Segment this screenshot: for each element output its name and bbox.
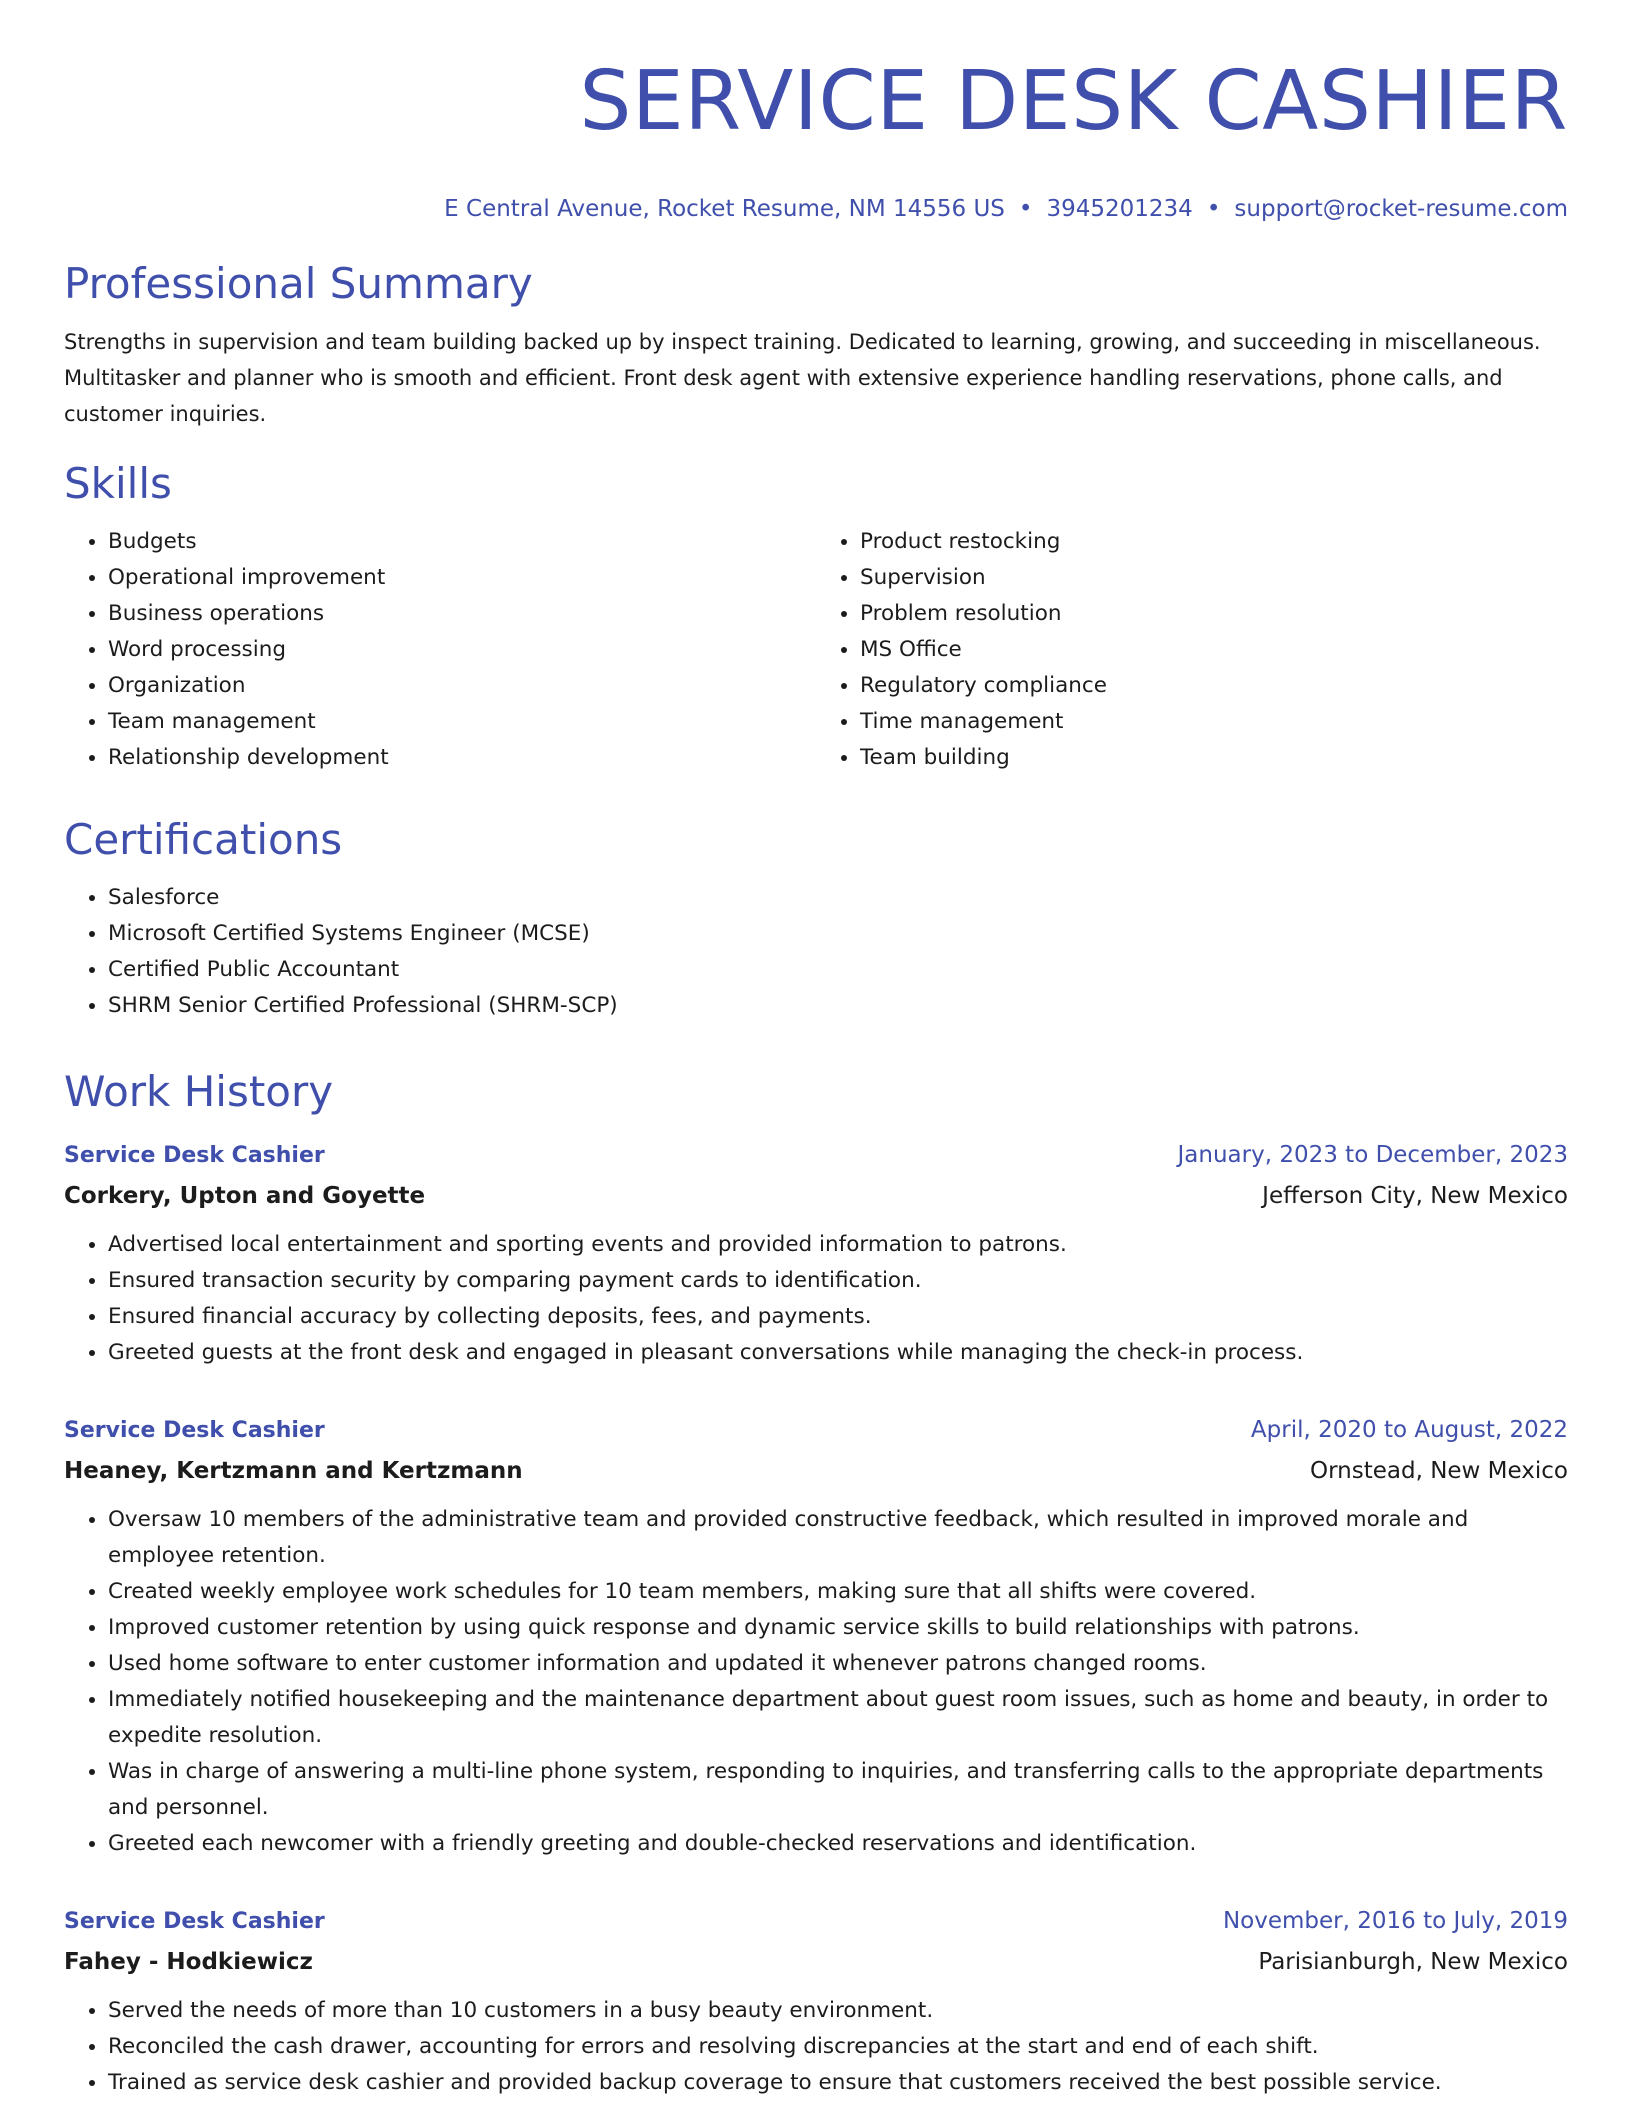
skill-item: • Time management [860, 704, 1568, 740]
certification-item: • Salesforce [108, 880, 1568, 916]
job-company: Corkery, Upton and Goyette [64, 1183, 426, 1209]
job-duty: • Used home software to enter customer information and updated it whenever patrons changed rooms. [108, 1646, 1568, 1682]
job-header-row [64, 1902, 1568, 1941]
skills-list-left [64, 524, 816, 776]
job-duty: • Immediately notified housekeeping and the maintenance department about guest room issues, such as home and beauty, in order to expedite resolution. [108, 1682, 1568, 1754]
skill-item: • Team building [860, 740, 1568, 776]
job-duty: • Created weekly employee work schedules for 10 team members, making sure that all shifts were covered. [108, 1574, 1568, 1610]
job-duty: • Reconciled the cash drawer, accounting for errors and resolving discrepancies at the start and end of each shift. [108, 2029, 1568, 2065]
skill-item: • Team management [108, 704, 816, 740]
skill-item: • Problem resolution [860, 596, 1568, 632]
job-entry [64, 1902, 1568, 2101]
job-duty: • Was in charge of answering a multi-line phone system, responding to inquiries, and transferring calls to the appropriate departments and personnel. [108, 1754, 1568, 1826]
summary-heading: Professional Summary [64, 259, 533, 308]
job-duty: • Advertised local entertainment and sporting events and provided information to patrons. [108, 1227, 1568, 1263]
job-title: Service Desk Cashier [64, 1143, 325, 1168]
job-company: Fahey - Hodkiewicz [64, 1949, 313, 1975]
job-duty: • Trained as service desk cashier and provided backup coverage to ensure that customers received the best possible service. [108, 2065, 1568, 2101]
certification-item: • Microsoft Certified Systems Engineer (MCSE) [108, 916, 1568, 952]
job-dates: April, 2020 to August, 2022 [1250, 1417, 1568, 1443]
job-duty: • Greeted each newcomer with a friendly greeting and double-checked reservations and identification. [108, 1826, 1568, 1862]
skills-columns [64, 524, 1568, 776]
candidate-name: SERVICE DESK CASHIER [579, 54, 1568, 149]
job-company-row [64, 1450, 1568, 1492]
skill-item: • Supervision [860, 560, 1568, 596]
contact-address: E Central Avenue, Rocket Resume, NM 14556 US [444, 196, 1005, 222]
job-duty: • Oversaw 10 members of the administrative team and provided constructive feedback, which resulted in improved morale and employee retention. [108, 1502, 1568, 1574]
work-history-heading: Work History [64, 1067, 334, 1116]
job-title: Service Desk Cashier [64, 1909, 325, 1934]
job-duties-list [64, 1993, 1568, 2101]
skills-heading: Skills [64, 459, 172, 508]
job-entry [64, 1411, 1568, 1862]
job-duty: • Improved customer retention by using quick response and dynamic service skills to build relationships with patrons. [108, 1610, 1568, 1646]
job-duties-list [64, 1227, 1568, 1371]
certifications-list [64, 880, 1568, 1024]
job-header-row [64, 1411, 1568, 1450]
job-duty: • Ensured financial accuracy by collecting deposits, fees, and payments. [108, 1299, 1568, 1335]
job-company-row [64, 1941, 1568, 1983]
skill-item: • MS Office [860, 632, 1568, 668]
skill-item: • Word processing [108, 632, 816, 668]
contact-separator: • [1206, 196, 1221, 222]
skill-item: • Operational improvement [108, 560, 816, 596]
job-duty: • Greeted guests at the front desk and engaged in pleasant conversations while managing the check-in process. [108, 1335, 1568, 1371]
skill-item: • Regulatory compliance [860, 668, 1568, 704]
skills-list-right [816, 524, 1568, 776]
job-duty: • Ensured transaction security by comparing payment cards to identification. [108, 1263, 1568, 1299]
job-dates: November, 2016 to July, 2019 [1222, 1908, 1568, 1934]
job-header-row [64, 1136, 1568, 1175]
skill-item: • Relationship development [108, 740, 816, 776]
job-dates: January, 2023 to December, 2023 [1177, 1142, 1568, 1168]
certifications-heading: Certifications [64, 815, 343, 864]
job-location: Ornstead, New Mexico [1310, 1458, 1568, 1484]
contact-line [64, 194, 1568, 224]
contact-email[interactable]: support@rocket-resume.com [1234, 196, 1568, 222]
job-duties-list [64, 1502, 1568, 1862]
job-entry [64, 1136, 1568, 1371]
job-duty: • Served the needs of more than 10 customers in a busy beauty environment. [108, 1993, 1568, 2029]
skill-item: • Budgets [108, 524, 816, 560]
skill-item: • Business operations [108, 596, 816, 632]
job-location: Jefferson City, New Mexico [1262, 1183, 1568, 1209]
job-title: Service Desk Cashier [64, 1418, 325, 1443]
certification-item: • SHRM Senior Certified Professional (SHRM-SCP) [108, 988, 1568, 1024]
contact-phone: 3945201234 [1046, 196, 1193, 222]
skill-item: • Product restocking [860, 524, 1568, 560]
certification-item: • Certified Public Accountant [108, 952, 1568, 988]
summary-text: Strengths in supervision and team building backed up by inspect training. Dedicated to learning, growing, and succeeding in miscellaneous. Multitasker and planner who is smooth and efficient. Front desk agent with extensive experience handling reservations, phone calls, and customer inquiries. [64, 330, 1541, 426]
job-company: Heaney, Kertzmann and Kertzmann [64, 1458, 523, 1484]
job-company-row [64, 1175, 1568, 1217]
contact-separator: • [1018, 196, 1033, 222]
job-location: Parisianburgh, New Mexico [1258, 1949, 1568, 1975]
skill-item: • Organization [108, 668, 816, 704]
